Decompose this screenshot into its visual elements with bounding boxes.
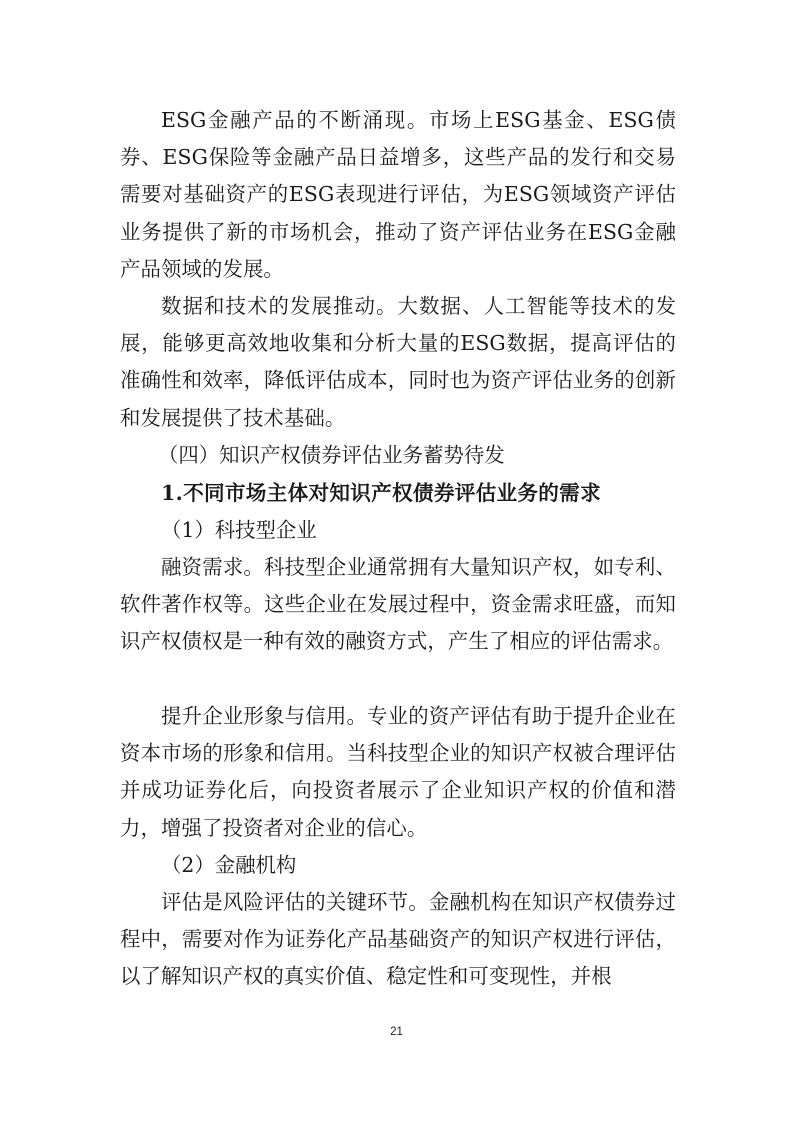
page-number: 21 [390, 1026, 403, 1038]
paragraph-esg-products: ESG金融产品的不断涌现。市场上ESG基金、ESG债券、ESG保险等金融产品日益增多，这些产品的发行和交易需要对基础资产的ESG表现进行评估，为ESG领域资产评估业务提供了新的市场机会，推动了资产评估业务在ESG金融产品领域的发展。 [120, 108, 676, 281]
section-heading-ip-bonds: （四）知识产权债券评估业务蓄势待发 [158, 443, 505, 467]
paragraph-corporate-image: 提升企业形象与信用。专业的资产评估有助于提升企业在资本市场的形象和信用。当科技型企业的知识产权被合理评估并成功证券化后，向投资者展示了企业知识产权的价值和潜力，增强了投资者对企业的信心。 [120, 704, 676, 840]
item-heading-tech-enterprises: （1）科技型企业 [161, 518, 317, 542]
paragraph-risk-assessment: 评估是风险评估的关键环节。金融机构在知识产权债券过程中，需要对作为证券化产品基础资产的知识产权进行评估，以了解知识产权的真实价值、稳定性和可变现性，并根 [120, 890, 676, 989]
item-heading-financial-institutions: （2）金融机构 [161, 853, 297, 877]
subsection-heading-market-demand: 1.不同市场主体对知识产权债券评估业务的需求 [161, 481, 601, 505]
paragraph-data-technology: 数据和技术的发展推动。大数据、人工智能等技术的发展，能够更高效地收集和分析大量的ESG数据，提高评估的准确性和效率，降低评估成本，同时也为资产评估业务的创新和发展提供了技术基础。 [120, 294, 676, 430]
paragraph-financing-demand: 融资需求。科技型企业通常拥有大量知识产权，如专利、软件著作权等。这些企业在发展过程中，资金需求旺盛，而知识产权债权是一种有效的融资方式，产生了相应的评估需求。 [120, 555, 676, 654]
